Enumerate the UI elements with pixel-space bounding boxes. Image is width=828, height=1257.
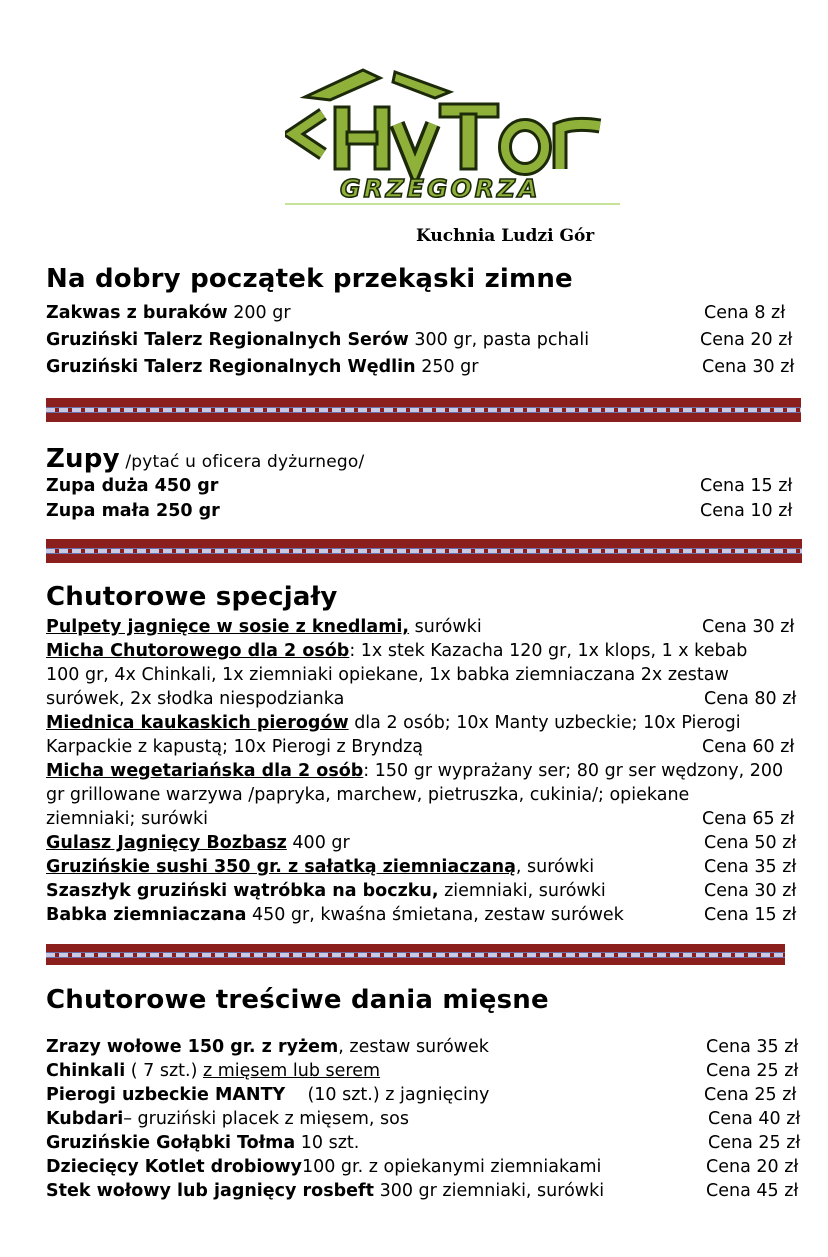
section-title-soups: Zupy /pytać u oficera dyżurnego/ <box>46 444 365 474</box>
menu-item-zakwas: Zakwas z buraków 200 gr <box>46 303 291 323</box>
price-micha-chutorowego: Cena 80 zł <box>704 689 797 709</box>
menu-item-sushi: Gruzińskie sushi 350 gr. z sałatką ziemniaczaną, surówki <box>46 857 595 877</box>
divider-band <box>46 944 785 965</box>
menu-item-zupa-mala: Zupa mała 250 gr <box>46 501 220 521</box>
menu-item-talerz-serow: Gruziński Talerz Regionalnych Serów 300 gr, pasta pchali <box>46 330 590 350</box>
price-zupa-mala: Cena 10 zł <box>700 501 793 521</box>
price-stek: Cena 45 zł <box>706 1181 799 1201</box>
menu-item-micha-chutorowego-line3: surówek, 2x słodka niespodzianka <box>46 689 345 709</box>
menu-item-micha-wegetarianska-line2: gr grillowane warzywa /papryka, marchew, pietruszka, cukinia/; opiekane <box>46 785 690 805</box>
price-kotlet: Cena 20 zł <box>706 1157 799 1177</box>
menu-item-micha-wegetarianska: Micha wegetariańska dla 2 osób: 150 gr wyprażany ser; 80 gr ser wędzony, 200 <box>46 761 784 781</box>
menu-item-tolma: Gruzińskie Gołąbki Tołma 10 szt. <box>46 1133 360 1153</box>
logo-subtitle-text: GRZEGORZA <box>340 174 541 203</box>
menu-item-micha-chutorowego: Micha Chutorowego dla 2 osób: 1x stek Kazacha 120 gr, 1x klops, 1 x kebab <box>46 641 748 661</box>
price-zupa-duza: Cena 15 zł <box>700 476 793 496</box>
price-zrazy: Cena 35 zł <box>706 1037 799 1057</box>
menu-item-stek: Stek wołowy lub jagnięcy rosbeft 300 gr ziemniaki, surówki <box>46 1181 605 1201</box>
menu-item-zrazy: Zrazy wołowe 150 gr. z ryżem, zestaw surówek <box>46 1037 489 1057</box>
divider-band <box>46 539 802 563</box>
menu-item-gulasz: Gulasz Jagnięcy Bozbasz 400 gr <box>46 833 350 853</box>
price-miednica: Cena 60 zł <box>702 737 795 757</box>
price-pulpety: Cena 30 zł <box>702 617 795 637</box>
divider-band <box>46 398 801 422</box>
price-micha-wegetarianska: Cena 65 zł <box>702 809 795 829</box>
menu-item-zupa-duza: Zupa duża 450 gr <box>46 476 219 496</box>
menu-item-manty: Pierogi uzbeckie MANTY (10 szt.) z jagnięciny <box>46 1085 490 1105</box>
price-zakwas: Cena 8 zł <box>704 303 786 323</box>
menu-item-kotlet: Dziecięcy Kotlet drobiowy100 gr. z opiekanymi ziemniakami <box>46 1157 602 1177</box>
section-title-cold: Na dobry początek przekąski zimne <box>46 264 573 294</box>
menu-item-micha-wegetarianska-line3: ziemniaki; surówki <box>46 809 209 829</box>
price-gulasz: Cena 50 zł <box>704 833 797 853</box>
menu-item-szaszlyk: Szaszłyk gruziński wątróbka na boczku, ziemniaki, surówki <box>46 881 606 901</box>
menu-item-pulpety: Pulpety jagnięce w sosie z knedlami, surówki <box>46 617 482 637</box>
menu-item-miednica: Miednica kaukaskich pierogów dla 2 osób; 10x Manty uzbeckie; 10x Pierogi <box>46 713 741 733</box>
menu-item-micha-chutorowego-line2: 100 gr, 4x Chinkali, 1x ziemniaki opiekane, 1x babka ziemniaczana 2x zestaw <box>46 665 729 685</box>
menu-item-talerz-wedlin: Gruziński Talerz Regionalnych Wędlin 250 gr <box>46 357 479 377</box>
price-szaszlyk: Cena 30 zł <box>704 881 797 901</box>
section-title-specials: Chutorowe specjały <box>46 582 338 612</box>
price-tolma: Cena 25 zł <box>708 1133 801 1153</box>
menu-item-miednica-line2: Karpackie z kapustą; 10x Pierogi z Bryndzą <box>46 737 423 757</box>
price-manty: Cena 25 zł <box>704 1085 797 1105</box>
price-talerz-serow: Cena 20 zł <box>700 330 793 350</box>
tagline: Kuchnia Ludzi Gór <box>416 226 595 246</box>
section-title-meat: Chutorowe treściwe dania mięsne <box>46 985 549 1015</box>
price-kubdari: Cena 40 zł <box>708 1109 801 1129</box>
menu-item-babka: Babka ziemniaczana 450 gr, kwaśna śmietana, zestaw surówek <box>46 905 624 925</box>
price-sushi: Cena 35 zł <box>704 857 797 877</box>
soups-note: /pytać u oficera dyżurnego/ <box>119 452 365 472</box>
chutor-grzegorza-logo <box>285 62 620 210</box>
menu-item-kubdari: Kubdari– gruziński placek z mięsem, sos <box>46 1109 409 1129</box>
price-chinkali: Cena 25 zł <box>706 1061 799 1081</box>
menu-item-chinkali: Chinkali ( 7 szt.) z mięsem lub serem <box>46 1061 381 1081</box>
price-talerz-wedlin: Cena 30 zł <box>702 357 795 377</box>
price-babka: Cena 15 zł <box>704 905 797 925</box>
